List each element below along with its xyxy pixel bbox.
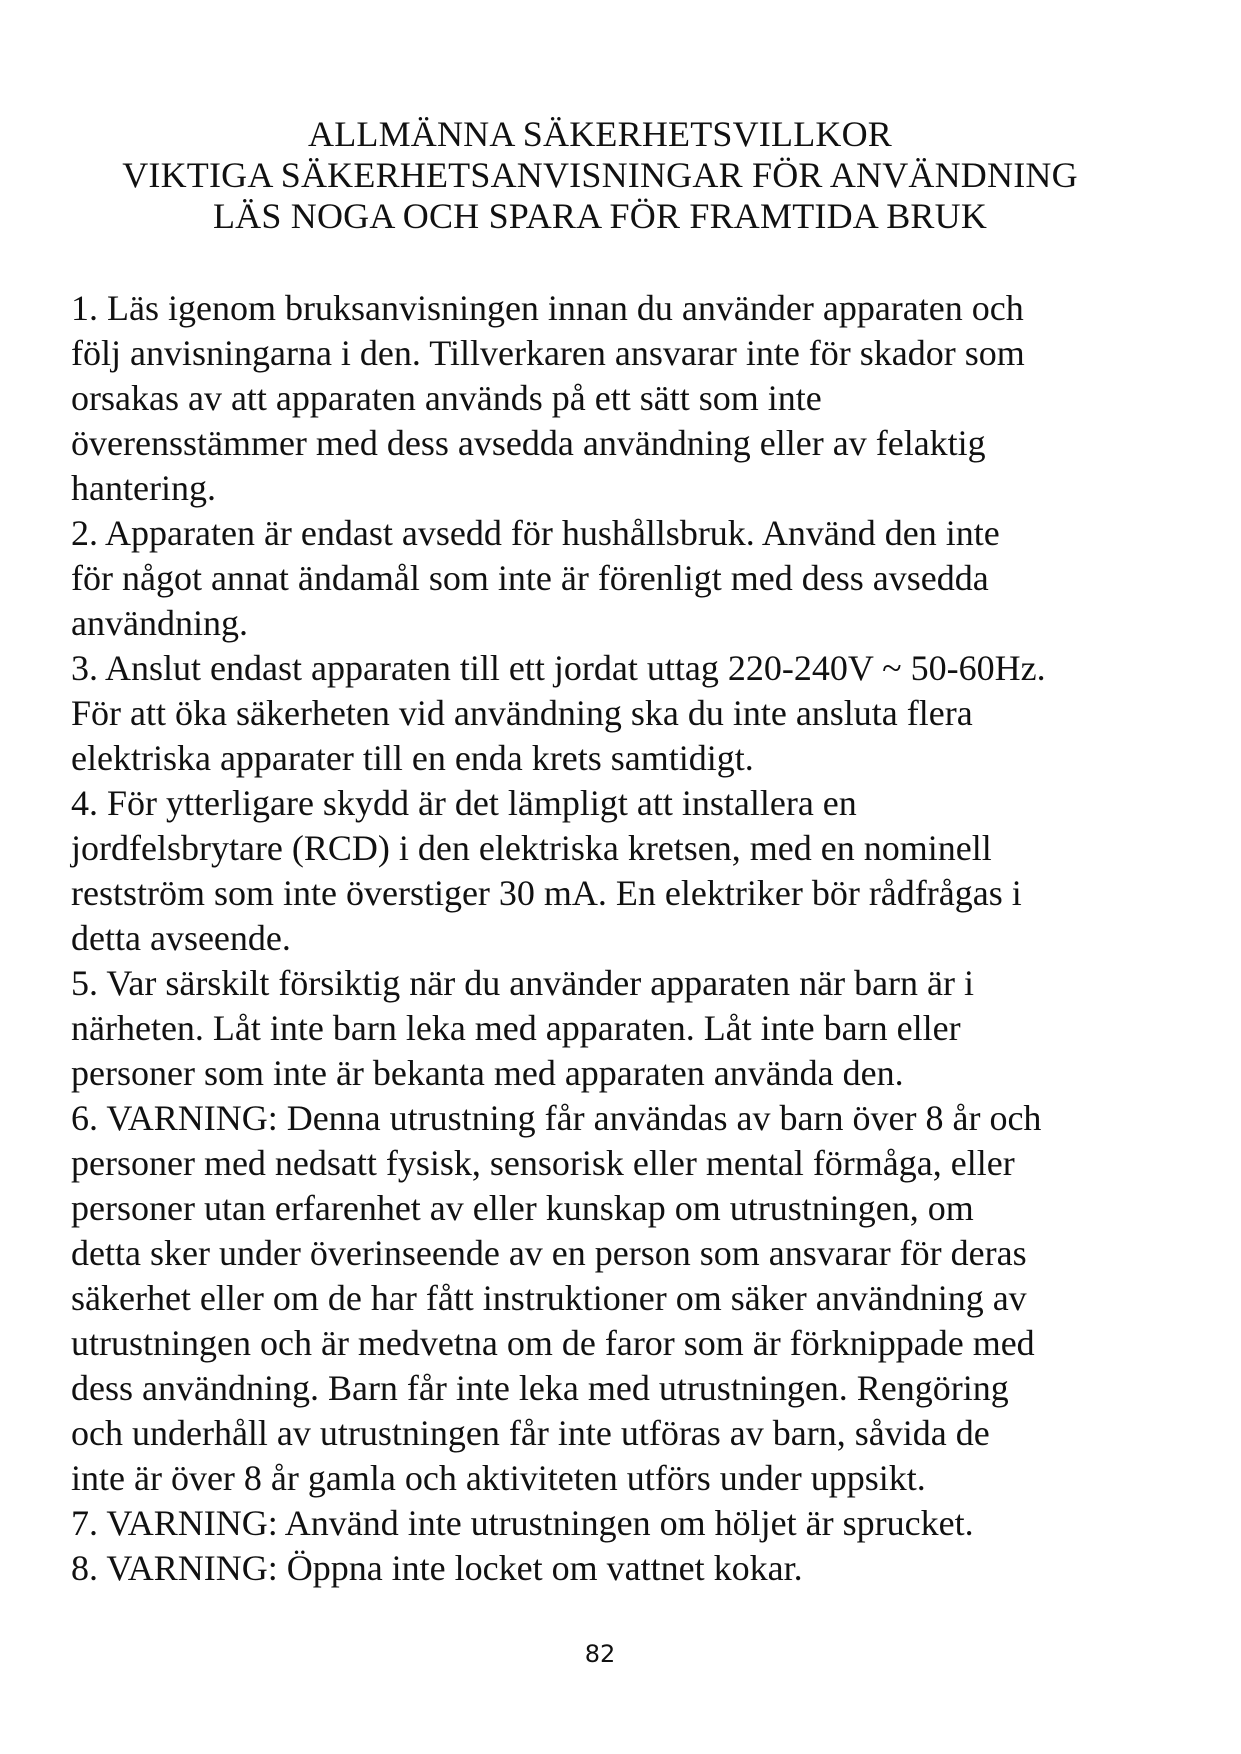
instruction-line: restström som inte överstiger 30 mA. En elektriker bör rådfrågas i — [71, 873, 1022, 913]
instruction-line: 8. VARNING: Öppna inte locket om vattnet kokar. — [71, 1548, 803, 1588]
instruction-line: dess användning. Barn får inte leka med utrustningen. Rengöring — [71, 1368, 1009, 1408]
heading-instruction: LÄS NOGA OCH SPARA FÖR FRAMTIDA BRUK — [212, 196, 988, 236]
instruction-line: överensstämmer med dess avsedda användning eller av felaktig — [71, 423, 986, 463]
instruction-line: 2. Apparaten är endast avsedd för hushållsbruk. Använd den inte — [71, 513, 1000, 553]
instruction-line: för något annat ändamål som inte är förenligt med dess avsedda — [71, 558, 989, 598]
instruction-line: detta avseende. — [71, 918, 291, 958]
instruction-line: personer med nedsatt fysisk, sensorisk eller mental förmåga, eller — [71, 1143, 1015, 1183]
heading-title: ALLMÄNNA SÄKERHETSVILLKOR — [308, 114, 892, 154]
instruction-line: hantering. — [71, 468, 216, 508]
instruction-line: inte är över 8 år gamla och aktiviteten utförs under uppsikt. — [71, 1458, 926, 1498]
instruction-line: utrustningen och är medvetna om de faror som är förknippade med — [71, 1323, 1035, 1363]
instruction-line: jordfelsbrytare (RCD) i den elektriska kretsen, med en nominell — [71, 828, 992, 868]
instruction-line: 3. Anslut endast apparaten till ett jordat uttag 220-240V ~ 50-60Hz. — [71, 648, 1046, 688]
instruction-line: närheten. Låt inte barn leka med apparaten. Låt inte barn eller — [71, 1008, 961, 1048]
instruction-line: 7. VARNING: Använd inte utrustningen om höljet är sprucket. — [71, 1503, 974, 1543]
instruction-line: orsakas av att apparaten används på ett sätt som inte — [71, 378, 822, 418]
heading-subtitle: VIKTIGA SÄKERHETSANVISNINGAR FÖR ANVÄNDNING — [122, 155, 1078, 195]
instruction-line: och underhåll av utrustningen får inte utföras av barn, såvida de — [71, 1413, 990, 1453]
instruction-line: säkerhet eller om de har fått instruktioner om säker användning av — [71, 1278, 1027, 1318]
instruction-line: användning. — [71, 603, 248, 643]
instruction-line: personer utan erfarenhet av eller kunskap om utrustningen, om — [71, 1188, 974, 1228]
instruction-line: 6. VARNING: Denna utrustning får användas av barn över 8 år och — [71, 1098, 1042, 1138]
instruction-line: För att öka säkerheten vid användning ska du inte ansluta flera — [71, 693, 973, 733]
instruction-line: 5. Var särskilt försiktig när du använder apparaten när barn är i — [71, 963, 975, 1003]
safety-instructions-body — [71, 286, 1151, 1591]
instruction-line: detta sker under överinseende av en person som ansvarar för deras — [71, 1233, 1027, 1273]
instruction-line: följ anvisningarna i den. Tillverkaren ansvarar inte för skador som — [71, 333, 1025, 373]
instruction-line: elektriska apparater till en enda krets samtidigt. — [71, 738, 754, 778]
document-heading — [0, 114, 1200, 237]
page-number: 82 — [584, 1640, 616, 1668]
instruction-line: 4. För ytterligare skydd är det lämpligt att installera en — [71, 783, 857, 823]
instruction-line: personer som inte är bekanta med apparaten använda den. — [71, 1053, 904, 1093]
instruction-line: 1. Läs igenom bruksanvisningen innan du använder apparaten och — [71, 288, 1024, 328]
